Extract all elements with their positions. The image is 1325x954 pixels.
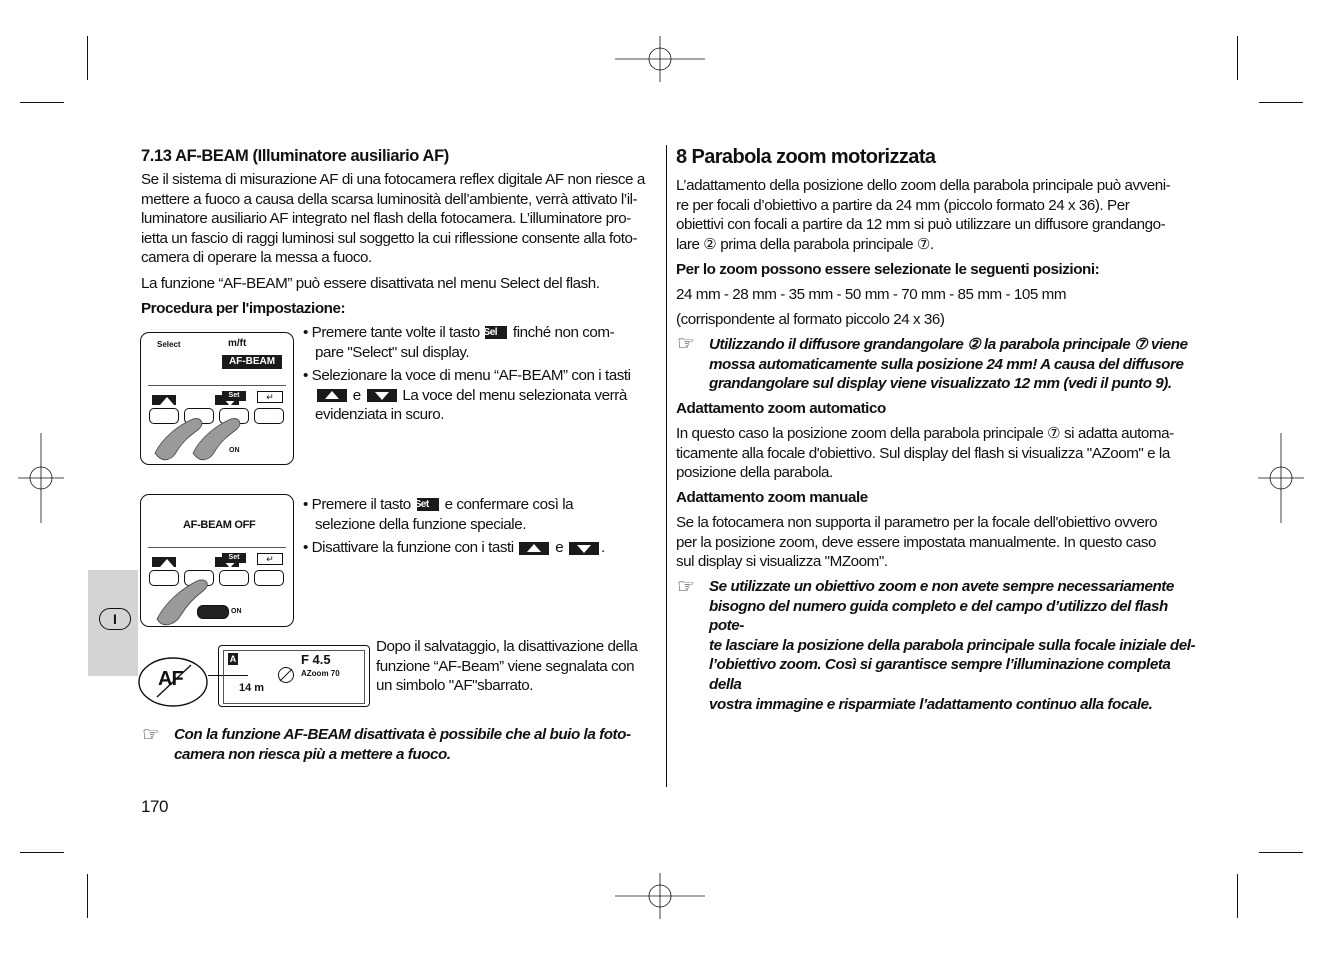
text-line: vostra immagine e risparmiate l’adattamento continuo alla focale. [709,695,1153,713]
display-divider [148,547,286,548]
text-line: camera di operare la messa a fuoco. [141,249,372,267]
crop-mark [1237,874,1238,918]
text-line: lare ② prima della parabola principale ⑦. [676,235,934,253]
instruction-bullet: • Premere il tasto Set e confermare così la selezione della funzione speciale. [303,496,574,533]
af-beam-note [174,725,664,764]
crop-mark [1259,102,1303,103]
text-line: funzione “AF-Beam” viene segnalata con [376,657,635,675]
zoom-positions-title: Per lo zoom possono essere selezionate le seguenti posizioni: [676,261,1100,278]
text-line: Se la fotocamera non supporta il parametro per la focale dell'obiettivo ovvero [676,514,1158,531]
instruction-bullet: • Selezionare la voce di menu “AF-BEAM” con i tasti e La voce del menu selezionata verrà evidenziata in scuro. [303,367,631,424]
zoom-readout: AZoom 70 [301,669,340,678]
down-arrow-key-icon [367,389,397,402]
text-line: Se il sistema di misurazione AF di una fotocamera reflex digitale AF non riesce a [141,171,645,188]
page-number: 170 [141,797,169,816]
up-arrow-key-icon [519,542,549,555]
af-beam-disable-text: La funzione “AF-BEAM” può essere disattivata nel menu Select del flash. [141,275,600,292]
text-line: un simbolo "AF"sbarrato. [376,677,533,695]
set-key-label: Set [222,553,246,563]
af-beam-intro [141,170,661,268]
down-arrow-key-icon [569,542,599,555]
af-symbol-label: AF [158,668,183,690]
zoom-positions-list: 24 mm - 28 mm - 35 mm - 50 mm - 70 mm - 85 mm - 105 mm [676,286,1067,303]
display-label-unit: m/ft [228,338,247,349]
text-line: mettere a fuoco a causa della scarsa luminosità dell’ambiente, verrà attivato l’il- [141,190,638,208]
af-crossed-small-icon [277,666,295,684]
text-line: l’obiettivo zoom. Così si garantisce sempre l’illuminazione completa della [709,656,1171,693]
text-line: Se utilizzate un obiettivo zoom e non avete sempre necessariamente [709,578,1174,595]
text-line: te lasciare la posizione della parabola principale sulla focale iniziale del- [709,636,1196,654]
soft-button[interactable] [254,408,284,424]
crop-mark [20,852,64,853]
return-key-icon: ↵ [257,553,283,565]
section-heading-zoom: 8 Parabola zoom motorizzata [676,146,936,168]
manual-zoom-text [676,513,1196,572]
up-arrow-key-icon [317,389,347,402]
set-key-label: Set [222,391,246,401]
text-line: re per focali d’obiettivo a partire da 24 mm (piccolo formato 24 x 36). Per [676,196,1130,214]
procedure-title: Procedura per l'impostazione: [141,300,346,317]
instruction-bullet: • Premere tante volte il tasto Sel finché non com- pare "Select" sul display. [303,324,615,361]
text-line: camera non riesca più a mettere a fuoco. [174,745,451,763]
text-line: grandangolare sul display viene visualizzato 12 mm (vedi il punto 9). [709,375,1172,393]
up-arrow-key-icon [152,557,176,567]
crop-mark [1259,852,1303,853]
pointing-hand-icon: ☞ [677,333,695,355]
registration-mark-icon [615,36,705,82]
text-line: Utilizzando il diffusore grandangolare ② la parabola principale ⑦ viene [709,336,1188,353]
up-arrow-key-icon [152,395,176,405]
text-line: mossa automaticamente sulla posizione 24 mm! A causa del diffusore [709,355,1184,373]
on-label: ON [229,447,240,454]
soft-button[interactable] [219,570,249,586]
language-tab-badge: I [99,608,131,630]
return-key-icon: ↵ [257,391,283,403]
display-label-select: Select [157,340,181,349]
manual-zoom-title: Adattamento zoom manuale [676,489,868,506]
zoom-positions-note: (corrispondente al formato piccolo 24 x 36) [676,311,945,328]
text-line: ticamente alla focale d'obiettivo. Sul display del flash si visualizza "AZoom" e la [676,444,1170,462]
column-divider [666,145,667,787]
step2-instructions [303,495,663,562]
mode-indicator: A [229,654,237,664]
display-divider [148,385,286,386]
flash-display-af-beam-off [140,494,294,627]
aperture-readout: F 4.5 [301,652,331,667]
text-line: sul display si visualizza "MZoom". [676,553,888,571]
pointing-hand-icon: ☞ [677,576,695,598]
display-menu-item: AF-BEAM OFF [183,519,256,531]
display-menu-item-highlighted: AF-BEAM [222,355,282,369]
text-line: per la posizione zoom, deve essere impostata manualmente. In questo caso [676,533,1157,551]
registration-mark-icon [1258,433,1304,523]
step3-text [376,637,666,696]
crop-mark [20,102,64,103]
diffuser-note [709,335,1199,394]
text-line: luminatore ausiliario AF integrato nel flash della fotocamera. L’illuminatore pro- [141,210,631,228]
auto-zoom-text [676,424,1196,483]
text-line: bisogno del numero guida completo e del campo d’utilizzo del flash pote- [709,597,1168,635]
text-line: Dopo il salvataggio, la disattivazione della [376,638,638,655]
soft-button[interactable] [254,570,284,586]
flash-display-status [218,645,370,707]
text-line: Con la funzione AF-BEAM disattivata è possibile che al buio la foto- [174,726,631,743]
step1-instructions [303,323,663,429]
crop-mark [87,36,88,80]
crop-mark [1237,36,1238,80]
text-line: L’adattamento della posizione dello zoom della parabola principale può avveni- [676,177,1171,194]
distance-readout: 14 m [239,682,265,694]
registration-mark-icon [615,873,705,919]
pressing-finger-icon [153,411,243,467]
auto-zoom-title: Adattamento zoom automatico [676,400,886,417]
instruction-bullet: • Disattivare la funzione con i tasti e . [303,539,605,557]
sel-key-icon: Sel [485,326,507,339]
pressing-finger-icon [153,575,223,627]
text-line: ietta un fascio di raggi luminosi sul soggetto la cui riflessione consente alla foto- [141,229,638,247]
section-heading-af-beam: 7.13 AF-BEAM (Illuminatore ausiliario AF) [141,147,449,165]
text-line: obiettivi con focali a partire da 12 mm si può utilizzare un diffusore grandango- [676,216,1166,234]
flash-display-select [140,332,294,465]
text-line: In questo caso la posizione zoom della parabola principale ⑦ si adatta automa- [676,425,1174,442]
zoom-tip-note [709,577,1199,714]
set-key-icon: Set [417,498,439,511]
pointing-hand-icon: ☞ [142,724,160,746]
text-line: posizione della parabola. [676,464,833,482]
zoom-intro [676,176,1196,254]
crop-mark [87,874,88,918]
on-label: ON [231,608,242,615]
registration-mark-icon [18,433,64,523]
